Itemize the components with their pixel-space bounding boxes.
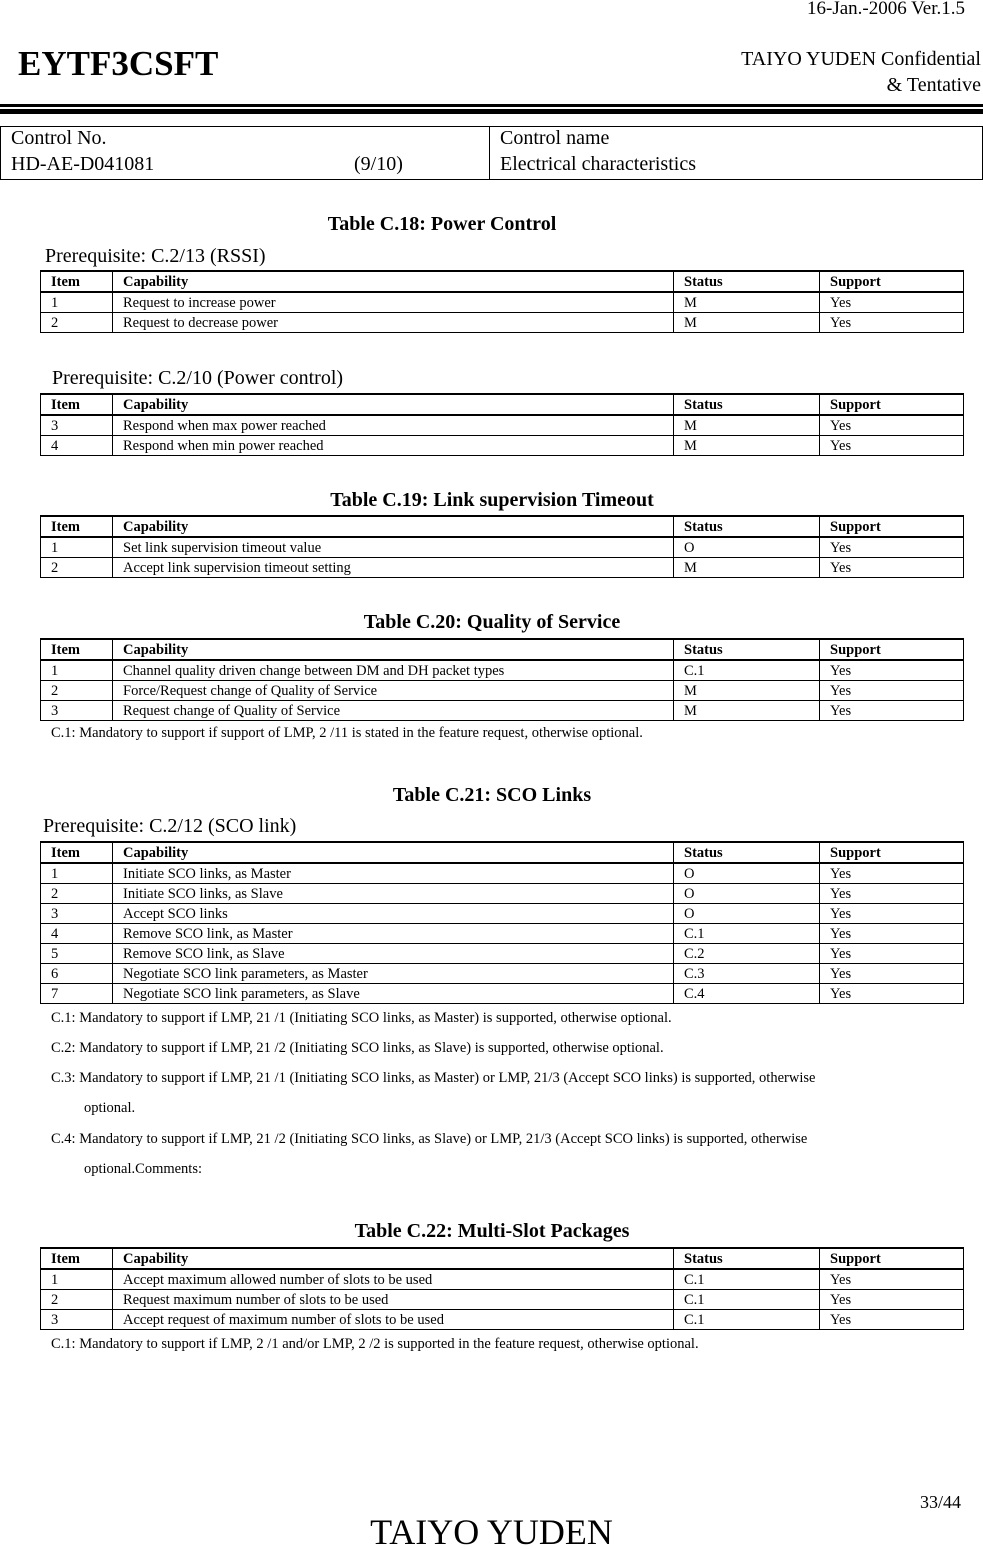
table-cell: Set link supervision timeout value <box>113 537 674 558</box>
control-no-cell <box>1 127 490 179</box>
table-row <box>41 681 964 701</box>
table-cell: Yes <box>820 436 964 456</box>
table-row <box>41 863 964 884</box>
column-header: Item <box>41 516 113 537</box>
table-cell: 2 <box>41 884 113 904</box>
table-cell: Request change of Quality of Service <box>113 701 674 721</box>
table-cell: C.1 <box>674 660 820 681</box>
table-cell: 2 <box>41 313 113 333</box>
table-cell: Yes <box>820 537 964 558</box>
table-cell: 3 <box>41 701 113 721</box>
table-note: C.1: Mandatory to support if support of LMP, 2 /11 is stated in the feature request, otherwise optional. <box>51 725 643 741</box>
table-cell: 3 <box>41 415 113 436</box>
table-cell: 3 <box>41 1310 113 1330</box>
column-header: Status <box>674 1248 820 1269</box>
table-cell: Accept request of maximum number of slots to be used <box>113 1310 674 1330</box>
table-cell: Request maximum number of slots to be used <box>113 1290 674 1310</box>
header-rule-thick <box>0 109 983 114</box>
table-cell: 1 <box>41 660 113 681</box>
table-row <box>41 944 964 964</box>
table-row <box>41 660 964 681</box>
table-cell: Yes <box>820 660 964 681</box>
table-cell: 2 <box>41 558 113 578</box>
table-row <box>41 884 964 904</box>
table-cell: 5 <box>41 944 113 964</box>
table-heading: Table C.18: Power Control <box>327 213 557 235</box>
table-row <box>41 1269 964 1290</box>
table-cell: 2 <box>41 1290 113 1310</box>
table-cell: M <box>674 701 820 721</box>
table-cell: Yes <box>820 415 964 436</box>
column-header: Support <box>820 639 964 660</box>
table-heading: Table C.19: Link supervision Timeout <box>330 489 654 511</box>
table-heading: Table C.21: SCO Links <box>392 784 592 806</box>
table-cell: Yes <box>820 904 964 924</box>
table-cell: Force/Request change of Quality of Service <box>113 681 674 701</box>
table-row <box>41 924 964 944</box>
data-table <box>40 1247 964 1330</box>
table-cell: M <box>674 292 820 313</box>
table-cell: 1 <box>41 537 113 558</box>
table-cell: Channel quality driven change between DM and DH packet types <box>113 660 674 681</box>
column-header: Status <box>674 842 820 863</box>
table-row <box>41 964 964 984</box>
page-number: 33/44 <box>919 1492 961 1512</box>
control-name-label: Control name <box>500 127 610 149</box>
footer-company: TAIYO YUDEN <box>370 1512 613 1549</box>
table-cell: M <box>674 681 820 701</box>
table-note: optional. <box>84 1100 136 1116</box>
table-note: C.3: Mandatory to support if LMP, 21 /1 (Initiating SCO links, as Master) or LMP, 21/3 (Accept SCO links) is supported, otherwise <box>51 1070 816 1086</box>
table-row <box>41 1290 964 1310</box>
column-header: Item <box>41 639 113 660</box>
table-cell: C.1 <box>674 1269 820 1290</box>
table-cell: Remove SCO link, as Slave <box>113 944 674 964</box>
table-cell: Yes <box>820 984 964 1004</box>
table-cell: Remove SCO link, as Master <box>113 924 674 944</box>
table-cell: 7 <box>41 984 113 1004</box>
table-cell: Respond when max power reached <box>113 415 674 436</box>
column-header: Item <box>41 842 113 863</box>
table-cell: C.3 <box>674 964 820 984</box>
table-cell: Yes <box>820 701 964 721</box>
table-cell: Yes <box>820 1290 964 1310</box>
table-cell: Yes <box>820 681 964 701</box>
table-header-row <box>41 1248 964 1269</box>
table-cell: Initiate SCO links, as Master <box>113 863 674 884</box>
table-cell: Request to increase power <box>113 292 674 313</box>
table-row <box>41 904 964 924</box>
document-code: EYTF3CSFT <box>18 44 219 83</box>
date-version: 16-Jan.-2006 Ver.1.5 <box>807 0 965 19</box>
table-cell: C.1 <box>674 1290 820 1310</box>
table-cell: Yes <box>820 1310 964 1330</box>
table-cell: O <box>674 904 820 924</box>
control-no-label: Control No. <box>11 127 107 149</box>
data-table <box>40 515 964 578</box>
table-cell: Yes <box>820 558 964 578</box>
column-header: Support <box>820 842 964 863</box>
column-header: Status <box>674 394 820 415</box>
column-header: Item <box>41 271 113 292</box>
sheet-number: (9/10) <box>354 153 403 175</box>
table-cell: Yes <box>820 964 964 984</box>
column-header: Capability <box>113 271 674 292</box>
table-cell: Accept link supervision timeout setting <box>113 558 674 578</box>
table-header-row <box>41 639 964 660</box>
table-heading: Table C.20: Quality of Service <box>363 611 621 633</box>
table-cell: O <box>674 537 820 558</box>
column-header: Capability <box>113 516 674 537</box>
table-cell: 4 <box>41 924 113 944</box>
confidentiality-notice <box>741 46 981 98</box>
column-header: Capability <box>113 639 674 660</box>
column-header: Status <box>674 516 820 537</box>
data-table <box>40 638 964 721</box>
table-row <box>41 984 964 1004</box>
table-cell: 1 <box>41 1269 113 1290</box>
table-cell: 2 <box>41 681 113 701</box>
table-cell: O <box>674 884 820 904</box>
table-header-row <box>41 394 964 415</box>
prerequisite: Prerequisite: C.2/13 (RSSI) <box>45 245 266 267</box>
column-header: Support <box>820 394 964 415</box>
table-cell: Yes <box>820 863 964 884</box>
table-cell: M <box>674 558 820 578</box>
table-cell: Initiate SCO links, as Slave <box>113 884 674 904</box>
table-note: C.1: Mandatory to support if LMP, 2 /1 and/or LMP, 2 /2 is supported in the feature request, otherwise optional. <box>51 1336 699 1352</box>
table-cell: C.2 <box>674 944 820 964</box>
table-header-row <box>41 271 964 292</box>
control-no-value: HD-AE-D041081 <box>11 153 155 175</box>
table-note: C.2: Mandatory to support if LMP, 21 /2 (Initiating SCO links, as Slave) is supported, otherwise optional. <box>51 1040 664 1056</box>
table-cell: C.4 <box>674 984 820 1004</box>
table-cell: O <box>674 863 820 884</box>
control-box <box>0 126 983 180</box>
table-cell: Yes <box>820 924 964 944</box>
data-table <box>40 841 964 1004</box>
table-row <box>41 558 964 578</box>
column-header: Status <box>674 271 820 292</box>
table-cell: C.1 <box>674 924 820 944</box>
control-name-value: Electrical characteristics <box>500 153 696 175</box>
table-cell: 6 <box>41 964 113 984</box>
table-cell: 1 <box>41 292 113 313</box>
table-note: C.1: Mandatory to support if LMP, 21 /1 (Initiating SCO links, as Master) is supported, otherwise optional. <box>51 1010 672 1026</box>
table-cell: Yes <box>820 313 964 333</box>
table-row <box>41 701 964 721</box>
table-cell: Yes <box>820 1269 964 1290</box>
table-cell: 4 <box>41 436 113 456</box>
column-header: Support <box>820 516 964 537</box>
confidential-line1: TAIYO YUDEN Confidential <box>741 48 981 70</box>
table-cell: Yes <box>820 884 964 904</box>
table-cell: Accept maximum allowed number of slots to be used <box>113 1269 674 1290</box>
column-header: Item <box>41 394 113 415</box>
table-row <box>41 313 964 333</box>
column-header: Capability <box>113 1248 674 1269</box>
table-row <box>41 537 964 558</box>
table-cell: 3 <box>41 904 113 924</box>
table-cell: 1 <box>41 863 113 884</box>
table-cell: Yes <box>820 944 964 964</box>
data-table <box>40 270 964 333</box>
table-row <box>41 436 964 456</box>
header-rule-thin <box>0 104 983 107</box>
table-note: C.4: Mandatory to support if LMP, 21 /2 (Initiating SCO links, as Slave) or LMP, 21/3 (Accept SCO links) is supported, otherwise <box>51 1131 808 1147</box>
table-row <box>41 292 964 313</box>
column-header: Capability <box>113 842 674 863</box>
table-row <box>41 415 964 436</box>
table-header-row <box>41 516 964 537</box>
data-table <box>40 393 964 456</box>
table-cell: Negotiate SCO link parameters, as Slave <box>113 984 674 1004</box>
column-header: Capability <box>113 394 674 415</box>
table-cell: Negotiate SCO link parameters, as Master <box>113 964 674 984</box>
table-note: optional.Comments: <box>84 1161 203 1177</box>
column-header: Support <box>820 271 964 292</box>
prerequisite: Prerequisite: C.2/12 (SCO link) <box>43 815 297 837</box>
prerequisite: Prerequisite: C.2/10 (Power control) <box>52 367 344 389</box>
column-header: Support <box>820 1248 964 1269</box>
column-header: Item <box>41 1248 113 1269</box>
table-cell: Respond when min power reached <box>113 436 674 456</box>
table-row <box>41 1310 964 1330</box>
table-cell: Accept SCO links <box>113 904 674 924</box>
table-heading: Table C.22: Multi-Slot Packages <box>354 1220 630 1242</box>
column-header: Status <box>674 639 820 660</box>
table-cell: M <box>674 415 820 436</box>
confidential-line2: & Tentative <box>886 74 981 96</box>
table-cell: Yes <box>820 292 964 313</box>
table-cell: M <box>674 313 820 333</box>
table-cell: M <box>674 436 820 456</box>
table-header-row <box>41 842 964 863</box>
table-cell: Request to decrease power <box>113 313 674 333</box>
table-cell: C.1 <box>674 1310 820 1330</box>
